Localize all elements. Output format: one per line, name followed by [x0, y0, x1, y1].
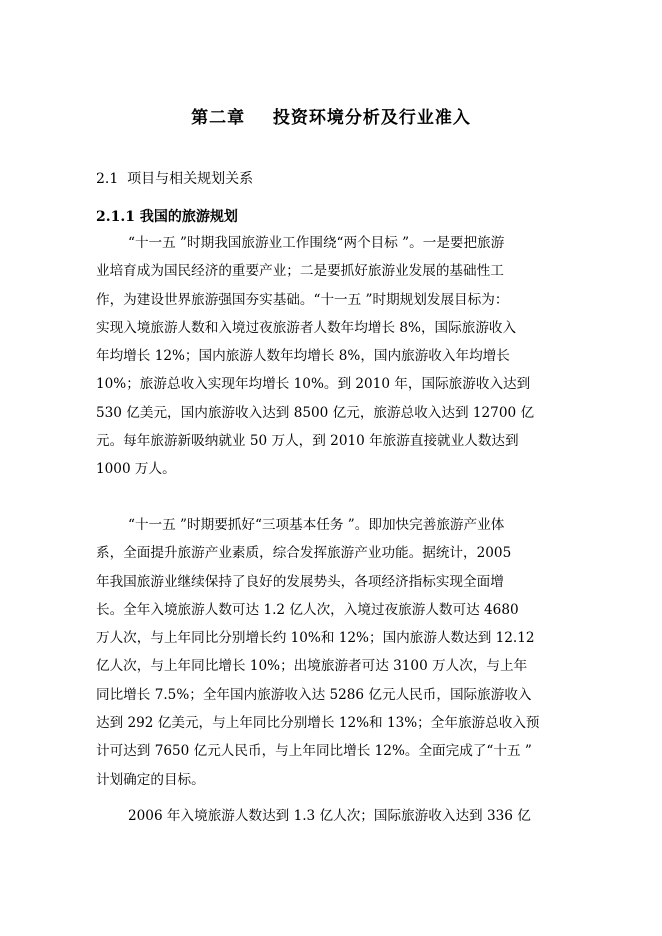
subsection-heading: 2.1.1 我国的旅游规划 — [96, 209, 238, 225]
chapter-title: 第二章 投资环境分析及行业准入 — [191, 108, 471, 128]
paragraph-line: 系，全面提升旅游产业素质，综合发挥旅游产业功能。据统计，2005 — [96, 545, 512, 562]
paragraph-line: 业培育成为国民经济的重要产业；二是要抓好旅游业发展的基础性工 — [96, 263, 504, 280]
paragraph-line: 10%；旅游总收入实现年均增长 10%。到 2010 年，国际旅游收入达到 — [96, 376, 531, 393]
paragraph-line: 年我国旅游业继续保持了良好的发展势头，各项经济指标实现全面增 — [96, 573, 504, 590]
paragraph-tourism-goals — [96, 229, 578, 484]
paragraph-line: 作，为建设世界旅游强国夯实基础。“十一五 ”时期规划发展目标为： — [96, 291, 509, 308]
paragraph-line: 元。每年旅游新吸纳就业 50 万人，到 2010 年旅游直接就业人数达到 — [96, 433, 519, 450]
paragraph-line: 1000 万人。 — [96, 461, 176, 478]
paragraph-line: 计划确定的目标。 — [96, 771, 205, 788]
paragraph-line: 实现入境旅游人数和入境过夜旅游者人数年均增长 8%，国际旅游收入 — [96, 319, 517, 336]
paragraph-line: “十一五 ”时期我国旅游业工作围绕“两个目标 ”。一是要把旅游 — [128, 235, 505, 251]
paragraph-2006-stats — [96, 802, 578, 830]
paragraph-line: 计可达到 7650 亿元人民币，与上年同比增长 12%。全面完成了“十五 ” — [96, 743, 532, 760]
paragraph-line: 达到 292 亿美元，与上年同比分别增长 12%和 13%；全年旅游总收入预 — [96, 715, 540, 732]
paragraph-line: 年均增长 12%；国内旅游人数年均增长 8%，国内旅游收入年均增长 — [96, 348, 510, 365]
section-heading: 2.1 项目与相关规划关系 — [96, 171, 254, 187]
paragraph-line: 长。全年入境旅游人数可达 1.2 亿人次，入境过夜旅游人数可达 4680 — [96, 601, 519, 618]
paragraph-line: “十一五 ”时期要抓好“三项基本任务 ”。即加快完善旅游产业体 — [128, 517, 505, 533]
paragraph-basic-tasks — [96, 511, 578, 794]
paragraph-line: 530 亿美元，国内旅游收入达到 8500 亿元，旅游总收入达到 12700 亿 — [96, 404, 535, 421]
paragraph-line: 同比增长 7.5%；全年国内旅游收入达 5286 亿元人民币，国际旅游收入 — [96, 686, 532, 703]
paragraph-line: 2006 年入境旅游人数达到 1.3 亿人次；国际旅游收入达到 336 亿 — [128, 808, 531, 824]
paragraph-line: 万人次，与上年同比分别增长约 10%和 12%；国内旅游人数达到 12.12 — [96, 630, 535, 647]
paragraph-line: 亿人次，与上年同比增长 10%；出境旅游者可达 3100 万人次，与上年 — [96, 658, 528, 675]
